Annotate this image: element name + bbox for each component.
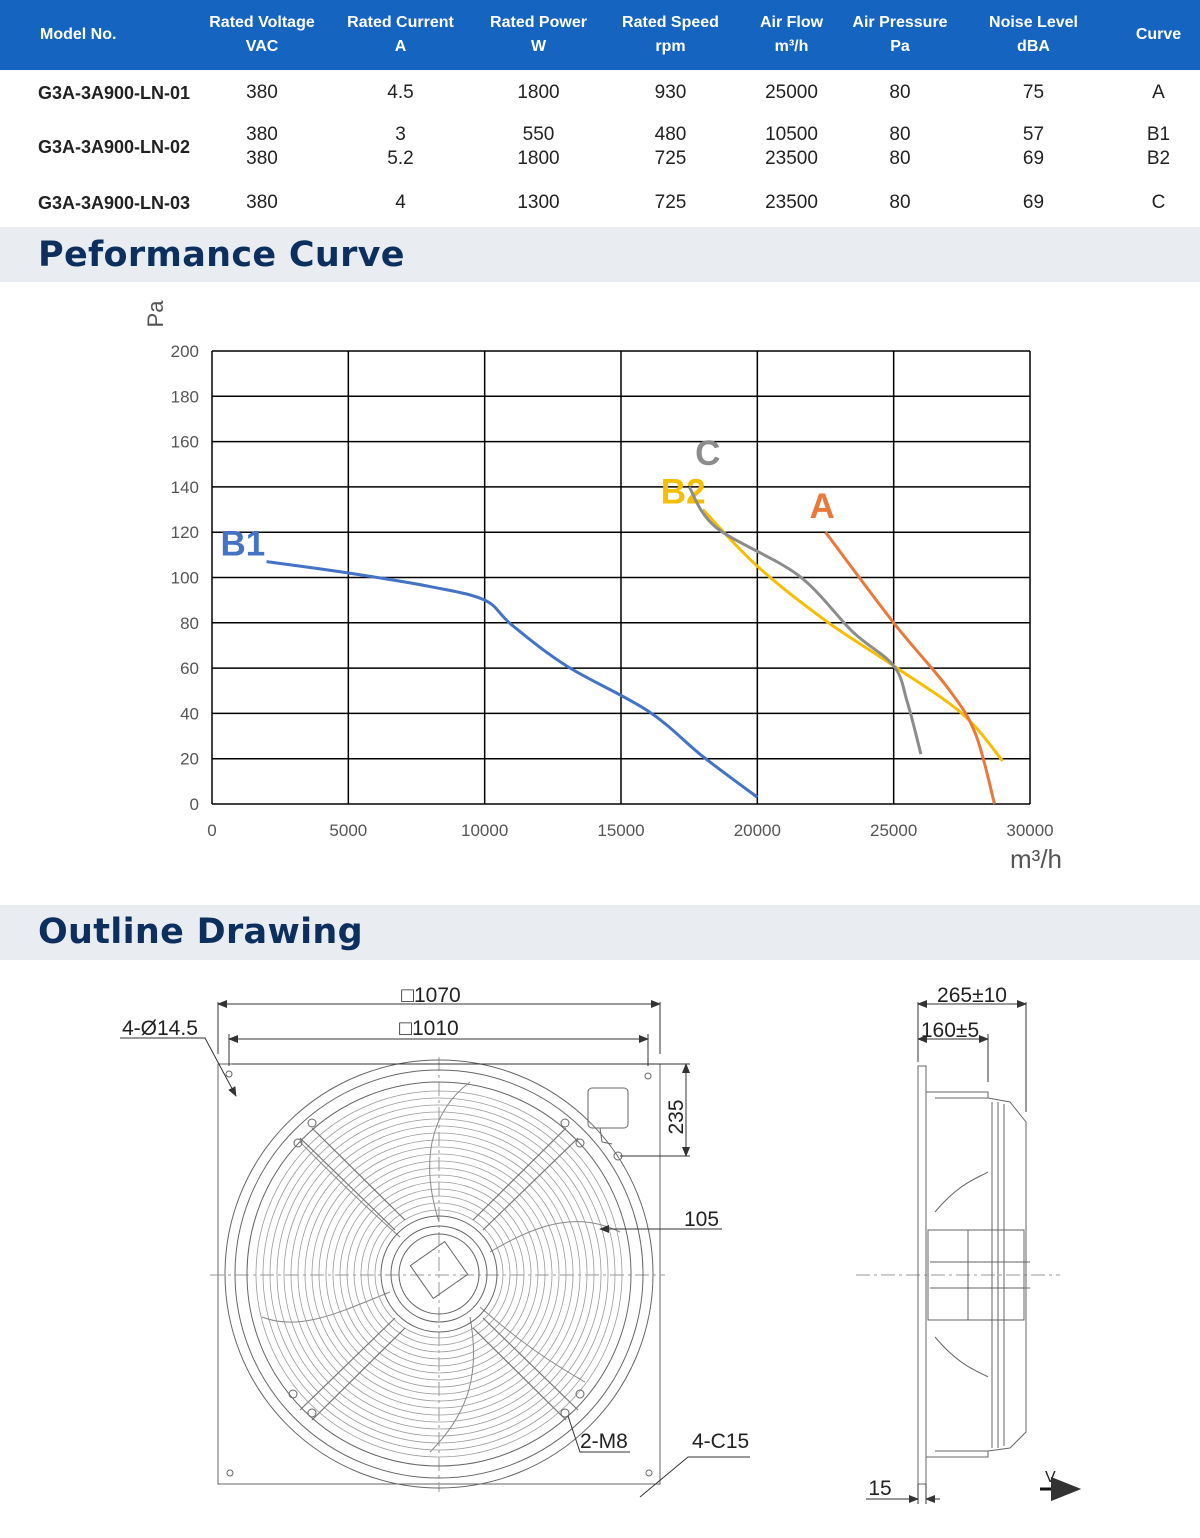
y-tick-label: 40 [180,704,199,724]
header-power: Rated Power W [490,14,587,55]
mount-hole [645,1073,651,1079]
mount-hole [646,1470,652,1476]
dim-outer-label: □1070 [401,984,461,1007]
cell-speed: 725 [654,192,687,213]
y-tick-label: 20 [180,749,199,769]
cell-current: 4 [395,192,406,213]
header-model: Model No. [40,26,117,43]
x-tick-label: 20000 [733,821,781,840]
cell-model: G3A-3A900-LN-02 [38,137,191,157]
x-tick-label: 15000 [597,821,645,840]
depth-total-label: 265±10 [937,984,1007,1007]
cell-power: 550 1800 [517,124,560,169]
performance-banner [0,227,1200,282]
chart-grid [212,351,1030,804]
header-pressure: Air Pressure Pa [852,14,948,55]
cell-current: 4.5 [387,82,414,103]
cell-pressure: 80 [889,82,911,103]
x-tick-label: 25000 [870,821,918,840]
cell-power: 1800 [517,82,560,103]
header-speed: Rated Speed rpm [622,14,719,55]
front-dimensions [120,1002,750,1497]
terminal-box [588,1088,628,1128]
dim-inner-label: □1010 [399,1017,459,1040]
y-tick-label: 0 [189,795,199,814]
cell-airflow: 23500 [765,192,818,213]
chart-series [221,434,1003,804]
performance-title: Peformance Curve [38,235,405,275]
cell-power: 1300 [517,192,560,213]
y-tick-label: 80 [180,613,199,633]
mount-hole [226,1071,232,1077]
cell-voltage: 380 [246,192,278,213]
cell-voltage: 380 380 [246,124,278,169]
side-view [856,1066,1060,1484]
header-airflow: Air Flow m³/h [759,14,824,55]
flange-thickness-label: 15 [868,1477,892,1500]
flow-direction-label: V [1045,1469,1056,1486]
outline-banner [0,905,1200,960]
front-view [210,1057,665,1492]
performance-chart [0,282,1200,902]
x-tick-label: 10000 [461,821,509,840]
cell-noise: 69 [1022,192,1045,213]
outline-drawing [0,962,1200,1538]
side-dimensions [866,1002,1078,1504]
cell-airflow: 10500 23500 [765,124,818,169]
corner-label: 4-C15 [692,1430,750,1453]
series-label-b1: B1 [220,524,266,564]
outline-title: Outline Drawing [38,912,363,952]
header-current: Rated Current A [347,14,454,55]
cell-voltage: 380 [246,82,278,103]
x-tick-label: 5000 [329,821,368,840]
y-tick-label: 180 [170,387,199,407]
cell-model: G3A-3A900-LN-01 [38,83,191,103]
holes-label: 4-Ø14.5 [122,1017,198,1040]
m8-screw [561,1409,569,1417]
x-tick-labels [207,821,1053,840]
cell-current: 3 5.2 [387,124,414,169]
table-row [0,70,1200,116]
y-tick-label: 140 [170,477,199,497]
header-noise: Noise Level dBA [989,14,1078,55]
series-label-b2: B2 [660,472,706,512]
y-tick-label: 120 [170,523,199,543]
series-label-a: A [809,487,835,527]
cell-pressure: 80 [889,192,911,213]
y-tick-label: 200 [170,342,199,361]
spec-table [0,0,1200,228]
depth-flange-label: 160±5 [920,1019,980,1042]
cell-curve: B1 B2 [1146,124,1171,169]
cell-noise: 57 69 [1022,124,1045,169]
y-tick-label: 160 [170,432,199,452]
cell-pressure: 80 80 [889,124,911,169]
header-curve: Curve [1135,26,1182,43]
cell-curve: C [1151,192,1166,213]
y-axis-label: Pa [143,300,168,328]
cell-model: G3A-3A900-LN-03 [38,193,191,213]
cell-noise: 75 [1022,82,1045,103]
cell-curve: A [1152,82,1165,103]
y-tick-label: 60 [180,659,199,679]
x-axis-label: m³/h [1010,844,1062,874]
y-tick-labels [171,342,199,814]
cell-speed: 930 [654,82,687,103]
cell-speed: 480 725 [654,124,687,169]
fan-blades [262,1082,620,1452]
x-tick-label: 0 [207,821,217,840]
table-row [0,116,1200,178]
table-header-row [0,0,1200,70]
dim-105-label: 105 [684,1208,720,1231]
venturi-ring [225,1060,653,1488]
screw-label: 2-M8 [580,1430,628,1453]
series-label-c: C [695,433,721,473]
cell-airflow: 25000 [765,82,818,103]
table-row [0,178,1200,228]
header-voltage: Rated Voltage VAC [209,14,315,55]
series-line-b1 [267,562,758,798]
y-tick-label: 100 [170,568,199,588]
mount-hole [227,1470,233,1476]
grill-ring [333,1168,545,1380]
x-tick-label: 30000 [1006,821,1054,840]
dim-235-label: 235 [665,1099,688,1135]
